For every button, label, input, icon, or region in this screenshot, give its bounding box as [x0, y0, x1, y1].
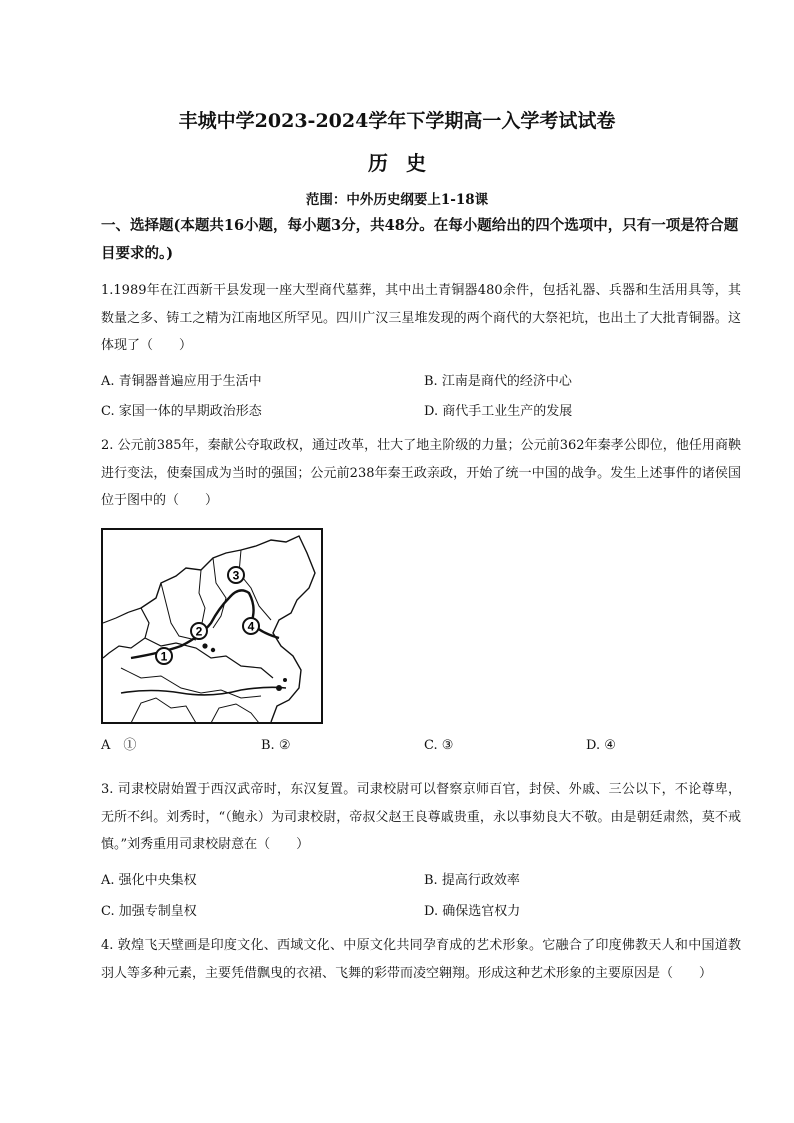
exam-scope: 范围：中外历史纲要上1-18课: [305, 192, 489, 208]
question-1-option-a[interactable]: A. 青铜器普遍应用于生活中: [101, 374, 262, 389]
question-2-option-b[interactable]: B. ②: [261, 738, 291, 753]
question-3-option-b[interactable]: B. 提高行政效率: [424, 873, 520, 888]
question-2-option-a[interactable]: A ①: [101, 738, 137, 753]
question-3-option-c[interactable]: C. 加强专制皇权: [101, 904, 197, 919]
warring-states-map: [101, 528, 323, 724]
exam-title: 丰城中学2023-2024学年下学期高一入学考试试卷: [178, 110, 616, 132]
subject-title: 历史: [368, 151, 444, 175]
map-marker-2: [191, 623, 207, 639]
question-1-option-c[interactable]: C. 家国一体的早期政治形态: [101, 404, 262, 419]
question-2-stem: 2. 公元前385年，秦献公夺取政权，通过改革，壮大了地主阶级的力量；公元前362年秦孝公即位，他任用商鞅进行变法，使秦国成为当时的强国；公元前238年秦王政亲政，开始了统一中国的战争。发生上述事件的诸侯国位于图中的（ ）: [101, 438, 741, 508]
section-heading: 一、选择题(本题共16小题，每小题3分，共48分。在每小题给出的四个选项中，只有一项是符合题目要求的。): [101, 217, 739, 262]
svg-text:4: 4: [247, 619, 255, 634]
question-3-option-a[interactable]: A. 强化中央集权: [101, 873, 197, 888]
map-marker-1: [156, 648, 172, 664]
svg-text:3: 3: [232, 568, 240, 583]
question-4-stem: 4. 敦煌飞天壁画是印度文化、西域文化、中原文化共同孕育成的艺术形象。它融合了印度佛教天人和中国道教羽人等多种元素，主要凭借飘曳的衣裙、飞舞的彩带而凌空翱翔。形成这种艺术形象的主要原因是（ ）: [101, 938, 741, 981]
question-3-stem: 3. 司隶校尉始置于西汉武帝时，东汉复置。司隶校尉可以督察京师百官，封侯、外戚、三公以下，不论尊卑，无所不纠。刘秀时，“（鲍永）为司隶校尉，帝叔父赵王良尊戚贵重，永以事劾良大不敬。由是朝廷肃然，莫不戒慎。”刘秀重用司隶校尉意在（ ）: [101, 782, 741, 852]
question-2-option-d[interactable]: D. ④: [586, 738, 616, 753]
question-1-option-d[interactable]: D. 商代手工业生产的发展: [424, 404, 573, 419]
map-marker-4: [243, 618, 259, 634]
question-2-option-c[interactable]: C. ③: [424, 738, 454, 753]
svg-text:2: 2: [195, 624, 203, 639]
question-1-stem: 1.1989年在江西新干县发现一座大型商代墓葬，其中出土青铜器480余件，包括礼器、兵器和生活用具等，其数量之多、铸工之精为江南地区所罕见。四川广汉三星堆发现的两个商代的大祭祀坑，也出土了大批青铜器。这体现了（ ）: [101, 283, 741, 353]
map-marker-3: [228, 567, 244, 583]
question-3-option-d[interactable]: D. 确保选官权力: [424, 904, 521, 919]
svg-text:1: 1: [160, 649, 168, 664]
question-1-option-b[interactable]: B. 江南是商代的经济中心: [424, 374, 572, 389]
